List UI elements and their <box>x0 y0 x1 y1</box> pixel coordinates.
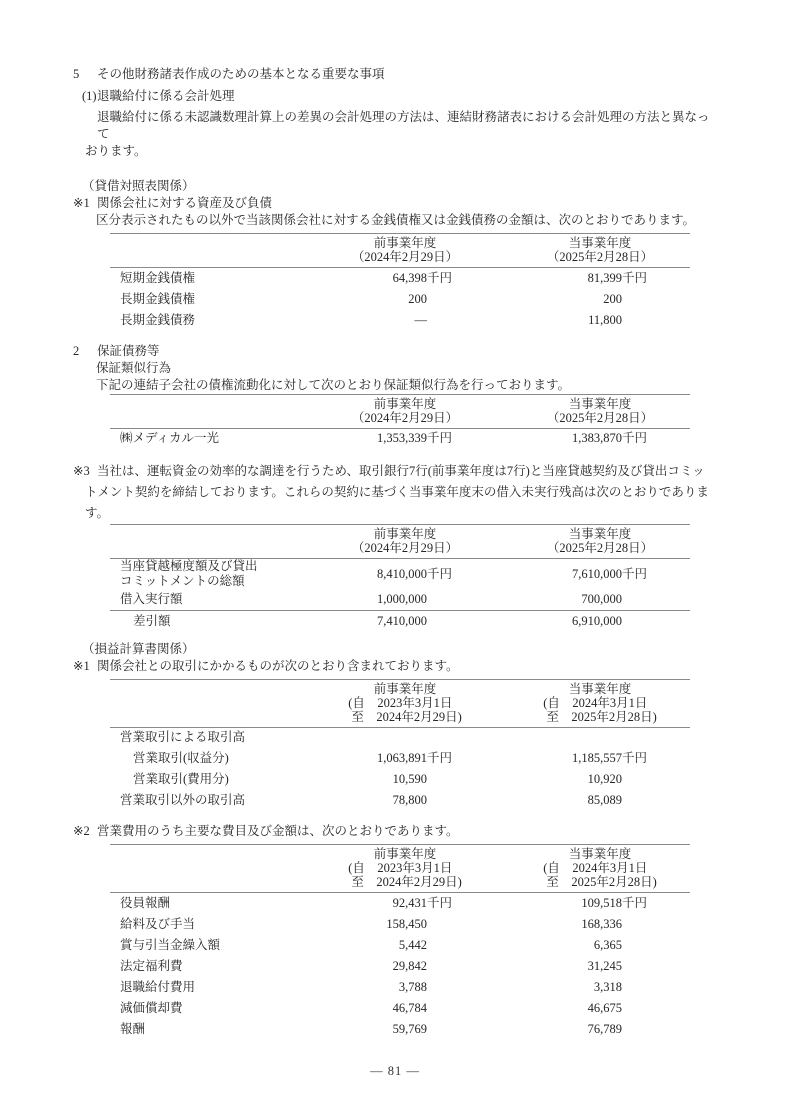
header-empty <box>110 845 300 893</box>
unit-label: 千円 <box>622 270 648 285</box>
row-label: 報酬 <box>120 1021 146 1036</box>
table-row <box>110 310 690 331</box>
prev-year-value: 78,800 <box>392 793 427 807</box>
bs-note2-table <box>110 394 690 450</box>
table-row <box>110 977 690 998</box>
table-row <box>110 935 690 956</box>
current-year-value: 7,610,000千円 <box>572 566 648 581</box>
table-row <box>110 769 690 790</box>
row-label: 営業取引による取引高 <box>120 730 246 745</box>
prev-year-value: 1,353,339千円 <box>377 431 453 446</box>
prev-year-value: 5,442 <box>398 937 427 952</box>
current-year-value: 109,518千円 <box>581 895 648 910</box>
prev-year-value: 200 <box>408 291 427 306</box>
current-year-header: 当事業年度 （2025年2月28日） <box>510 394 690 428</box>
table-row <box>110 559 690 590</box>
current-year-value: 11,800 <box>588 312 622 327</box>
paragraph-line: 退職給付に係る未認識数理計算上の差異の会計処理の方法は、連結財務諸表における会計処理の方法と異なって <box>97 110 710 141</box>
table-header-row <box>110 234 690 268</box>
page-number: — 81 — <box>370 1064 420 1078</box>
paragraph-line: トメント契約を締結しております。これらの契約に基づく当事業年度末の借入未実行残高は次のとおりでありま <box>85 485 709 499</box>
header-empty <box>110 234 300 268</box>
table-row <box>110 956 690 977</box>
prev-year-value: 10,590 <box>392 772 427 786</box>
prev-year-value: 1,000,000 <box>377 592 427 607</box>
paragraph-line: す。 <box>85 506 110 520</box>
prev-year-value: 29,842 <box>392 958 427 973</box>
header-empty <box>110 394 300 428</box>
prev-year-value: 7,410,000 <box>300 611 510 632</box>
current-year-value: 1,185,557千円 <box>572 751 648 765</box>
prev-year-value: 8,410,000千円 <box>377 566 453 581</box>
subsection-title: 退職給付に係る会計処理 <box>97 89 235 103</box>
note-mark: ※3 <box>73 464 90 478</box>
table-row <box>110 590 690 611</box>
row-label: 減価償却費 <box>120 1000 183 1015</box>
current-year-value: 81,399千円 <box>587 270 648 285</box>
note-lead: 関係会社との取引にかかるものが次のとおり含まれております。 <box>97 658 459 673</box>
note-lead: 営業費用のうち主要な費目及び金額は、次のとおりであります。 <box>97 824 459 838</box>
table-row <box>110 748 690 769</box>
table-header-row <box>110 525 690 559</box>
note-mark: ※2 <box>73 824 90 838</box>
current-year-header: 当事業年度 （2025年2月28日） <box>510 234 690 268</box>
table-total-row <box>110 611 690 632</box>
table-row <box>110 428 690 449</box>
paragraph-line: 当社は、運転資金の効率的な調達を行うため、取引銀行7行(前事業年度は7行)と当座貸越契約及び貸出コミッ <box>97 464 705 478</box>
row-label: 退職給付費用 <box>120 979 196 994</box>
row-label: 法定福利費 <box>120 958 183 973</box>
current-year-value: 85,089 <box>587 793 622 807</box>
note-mark: ※1 <box>73 196 90 210</box>
prev-year-header: 前事業年度 (自 2023年3月1日 至 2024年2月29日) <box>300 679 510 727</box>
row-label: 借入実行額 <box>120 592 183 607</box>
table-row <box>110 790 690 811</box>
prev-year-header: 前事業年度 （2024年2月29日） <box>300 525 510 559</box>
note-title: 保証債務等 <box>97 343 160 358</box>
table-header-row <box>110 679 690 727</box>
prev-year-value: 92,431千円 <box>392 895 453 910</box>
current-year-value: 31,245 <box>587 958 622 973</box>
current-year-value: 700,000 <box>581 592 622 607</box>
subsection-number: (1) <box>82 89 97 103</box>
retirement-benefit-paragraph <box>73 109 717 160</box>
prev-year-value: 59,769 <box>392 1021 427 1036</box>
table-header-row <box>110 845 690 893</box>
current-year-value: 6,910,000 <box>510 611 690 632</box>
section-number: 5 <box>73 67 80 81</box>
bs-note2-lead: 下記の連結子会社の債権流動化に対して次のとおり保証類似行為を行っております。 <box>96 377 571 392</box>
balance-sheet-section-heading: （貸借対照表関係） <box>82 179 195 193</box>
page-content <box>73 66 717 1040</box>
bs-note2-heading <box>73 343 717 360</box>
row-label: 長期金銭債務 <box>120 312 196 327</box>
section5-heading <box>73 66 717 83</box>
table-row <box>110 727 690 748</box>
pl-note2-heading <box>73 823 717 840</box>
income-statement-section-heading: （損益計算書関係） <box>82 641 195 656</box>
current-year-value: 200 <box>603 291 622 306</box>
prev-year-value: 158,450 <box>386 916 427 931</box>
note-mark: ※1 <box>73 658 90 673</box>
table-header-row <box>110 394 690 428</box>
row-label: 短期金銭債権 <box>120 270 196 285</box>
current-year-value: 168,336 <box>581 916 622 931</box>
bs-note3-table <box>110 524 690 632</box>
prev-year-value: 3,788 <box>398 979 427 994</box>
current-year-header: 当事業年度 （2025年2月28日） <box>510 525 690 559</box>
bs-note1-lead: 区分表示されたもの以外で当該関係会社に対する金銭債権又は金銭債務の金額は、次のとおりであります。 <box>96 213 696 227</box>
unit-label: 千円 <box>427 270 453 285</box>
row-label: 営業取引(収益分) <box>133 751 229 765</box>
current-year-header: 当事業年度 (自 2024年3月1日 至 2025年2月28日) <box>510 845 690 893</box>
bs-note1-table <box>110 233 690 331</box>
table-row <box>110 1019 690 1040</box>
header-empty <box>110 525 300 559</box>
prev-year-value: 1,063,891千円 <box>377 751 453 765</box>
prev-year-header: 前事業年度 (自 2023年3月1日 至 2024年2月29日) <box>300 845 510 893</box>
row-label: 営業取引以外の取引高 <box>120 793 246 807</box>
current-year-value <box>510 727 690 748</box>
section-title: その他財務諸表作成のための基本となる重要な事項 <box>97 67 385 81</box>
bs-note2-subtitle: 保証類似行為 <box>96 360 172 375</box>
row-label: ㈱メディカル一光 <box>120 431 220 446</box>
prev-year-value: 64,398千円 <box>392 270 453 285</box>
row-label: 賞与引当金繰入額 <box>120 937 221 952</box>
table-row <box>110 289 690 310</box>
current-year-value: 3,318 <box>593 979 622 994</box>
current-year-value: 10,920 <box>587 772 622 786</box>
table-row <box>110 914 690 935</box>
current-year-value: 46,675 <box>587 1000 622 1015</box>
row-label: 当座貸越極度額及び貸出 コミットメントの総額 <box>120 559 258 589</box>
table-row <box>110 893 690 914</box>
subsection1-heading <box>82 88 717 105</box>
paragraph-line: おります。 <box>85 144 147 158</box>
table-row <box>110 998 690 1019</box>
prev-year-value: — <box>414 312 427 327</box>
bs-note3-paragraph <box>73 461 717 524</box>
current-year-value: 76,789 <box>587 1021 622 1036</box>
bs-note1-heading <box>73 195 717 212</box>
row-label: 給料及び手当 <box>120 916 196 931</box>
row-label: 営業取引(費用分) <box>133 772 229 786</box>
pl-note1-heading <box>73 658 717 675</box>
row-label: 差引額 <box>110 611 300 632</box>
note-mark: 2 <box>73 343 80 358</box>
current-year-value: 1,383,870千円 <box>572 431 648 446</box>
table-row <box>110 268 690 289</box>
pl-note1-table <box>110 679 690 812</box>
prev-year-header: 前事業年度 （2024年2月29日） <box>300 234 510 268</box>
note-title: 関係会社に対する資産及び負債 <box>97 196 273 210</box>
current-year-value: 6,365 <box>593 937 622 952</box>
current-year-header: 当事業年度 (自 2024年3月1日 至 2025年2月28日) <box>510 679 690 727</box>
row-label: 長期金銭債権 <box>120 291 196 306</box>
header-empty <box>110 679 300 727</box>
prev-year-header: 前事業年度 （2024年2月29日） <box>300 394 510 428</box>
pl-note2-table <box>110 844 690 1040</box>
row-label: 役員報酬 <box>120 895 171 910</box>
prev-year-value <box>300 727 510 748</box>
prev-year-value: 46,784 <box>392 1000 427 1015</box>
